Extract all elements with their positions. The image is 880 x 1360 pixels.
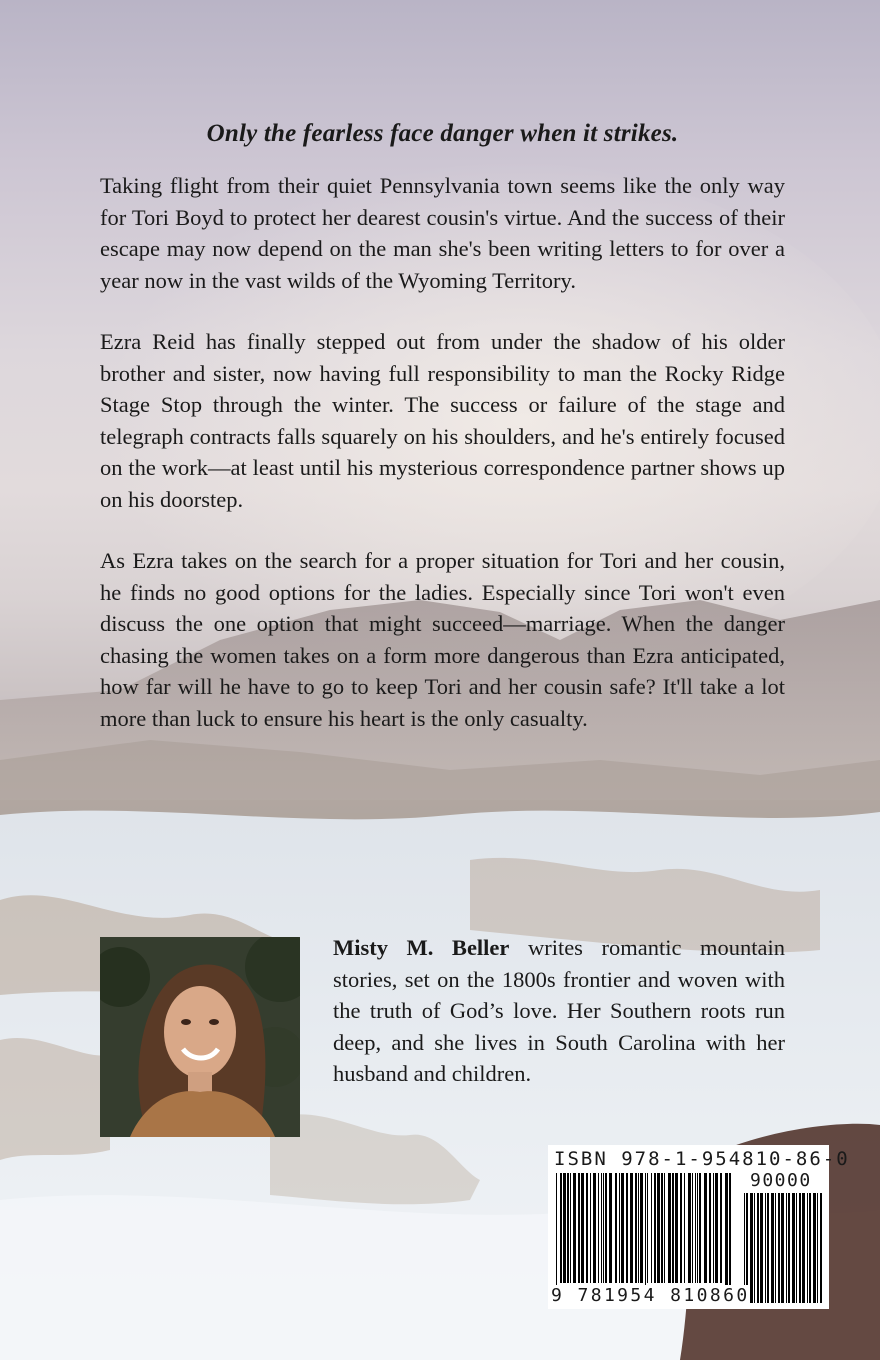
isbn-barcode <box>548 1145 850 1309</box>
description-paragraph-1: Taking flight from their quiet Pennsylvania town seems like the only way for Tori Boyd to protect her dearest cousin's virtue. And the success of their escape may now depend on the man she's been writing letters to for over a year now in the vast wilds of the Wyoming Territory. <box>100 173 785 293</box>
description-paragraph-2: Ezra Reid has finally stepped out from under the shadow of his older brother and sister, now having full responsibility to man the Rocky Ridge Stage Stop through the winter. The success or failure of the stage and telegraph contracts falls squarely on his shoulders, and he's entirely focused on the work—at least until his mysterious correspondence partner shows up on his doorstep. <box>100 329 785 512</box>
author-name: Misty M. Beller <box>333 935 510 960</box>
tagline: Only the fearless face danger when it strikes. <box>206 120 679 147</box>
author-portrait-image <box>100 937 300 1137</box>
description-paragraph-3: As Ezra takes on the search for a proper situation for Tori and her cousin, he finds no good options for the ladies. Especially since Tori won't even discuss the one option that might succeed—marriage. When the danger chasing the women takes on a form more dangerous than Ezra anticipated, how far will he have to go to keep Tori and her cousin safe? It'll take a lot more than luck to ensure his heart is the only casualty. <box>100 548 785 731</box>
author-bio <box>333 932 785 1090</box>
ean-digits: 9 781954 810860 <box>551 1285 750 1306</box>
author-photo <box>100 937 300 1137</box>
author-bio-text: writes romantic mountain stories, set on the 1800s frontier and woven with the truth of God’s love. Her Southern roots run deep, and she lives in South Carolina with her husband and children. <box>333 935 785 1086</box>
price-code: 90000 <box>750 1170 812 1191</box>
isbn-label: ISBN 978-1-954810-86-0 <box>554 1148 850 1170</box>
back-cover-copy <box>100 120 785 764</box>
